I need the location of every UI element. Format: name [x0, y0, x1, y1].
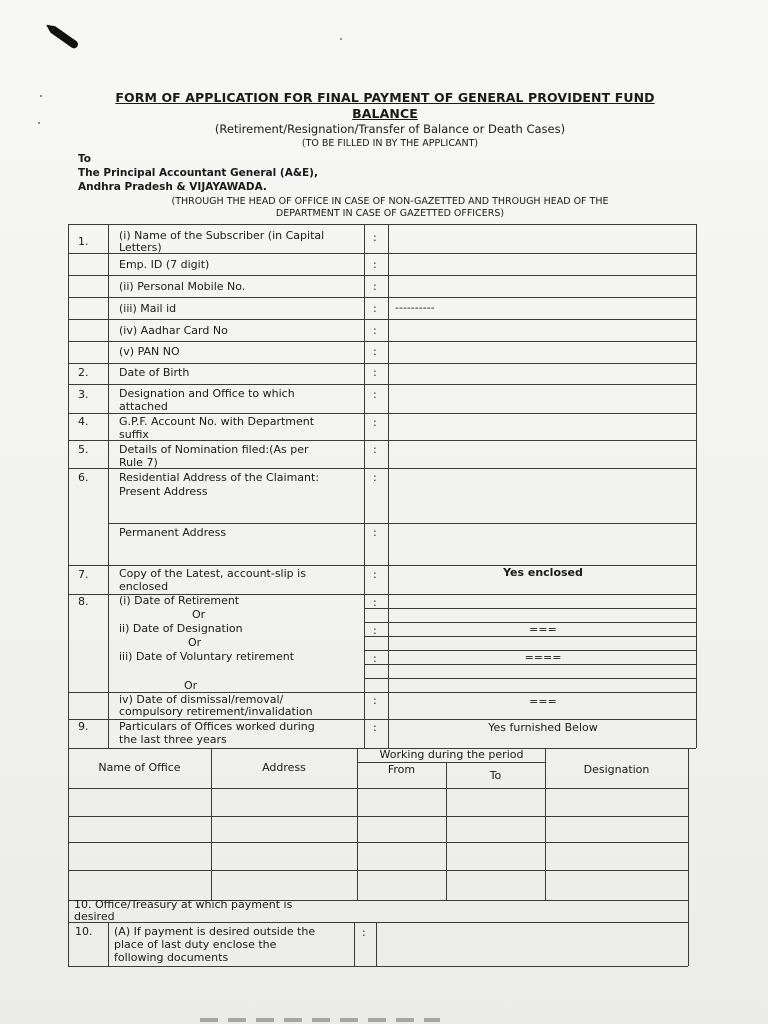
table-rule	[357, 762, 546, 763]
row-number: 4.	[78, 415, 89, 428]
row-number: 1.	[78, 235, 89, 248]
residential-address-label: Residential Address of the Claimant:	[119, 471, 320, 484]
table-rule	[354, 922, 355, 966]
through-line-2: DEPARTMENT IN CASE OF GAZETTED OFFICERS)	[275, 208, 505, 219]
addressee-line-2: Andhra Pradesh & VIJAYAWADA.	[78, 181, 267, 193]
through-note	[100, 196, 680, 220]
colon: :	[373, 231, 377, 244]
addressee-line-1: The Principal Accountant General (A&E),	[78, 167, 318, 179]
to-label: To	[78, 153, 91, 165]
title-line-1: FORM OF APPLICATION FOR FINAL PAYMENT OF GENERAL PROVIDENT FUND	[115, 90, 655, 105]
date-voluntary-value[interactable]: ====	[524, 651, 562, 664]
payment-office-label: 10. Office/Treasury at which payment is	[74, 898, 293, 911]
date-dismissal-label-cont: compulsory retirement/invalidation	[119, 705, 313, 718]
aadhar-field[interactable]	[398, 323, 688, 337]
table-rule	[108, 922, 109, 966]
emp-id-field[interactable]	[398, 257, 688, 271]
colon: :	[373, 345, 377, 358]
table-rule	[68, 341, 696, 342]
offices-label: Particulars of Offices worked during	[119, 720, 315, 733]
offices-label-cont: the last three years	[119, 733, 227, 746]
col-address: Address	[262, 761, 306, 774]
table-rule	[68, 253, 696, 254]
designation-label-cont: attached	[119, 400, 168, 413]
present-address-label: Present Address	[119, 485, 208, 498]
mail-id-label: (iii) Mail id	[119, 302, 177, 315]
table-rule	[446, 762, 447, 900]
nomination-field[interactable]	[398, 447, 688, 461]
form-subtitle: (Retirement/Resignation/Transfer of Balance or Death Cases)	[214, 122, 566, 136]
colon: :	[373, 258, 377, 271]
col-to: To	[489, 769, 502, 782]
outside-payment-label: (A) If payment is desired outside the	[114, 925, 316, 938]
gpf-account-label-cont: suffix	[119, 428, 149, 441]
row-number: 9.	[78, 720, 89, 733]
form-title	[80, 90, 690, 122]
mobile-label: (ii) Personal Mobile No.	[119, 280, 246, 293]
outside-payment-label-cont: place of last duty enclose the	[114, 938, 277, 951]
row-number: 5.	[78, 443, 89, 456]
row-number: 3.	[78, 388, 89, 401]
colon: :	[362, 926, 366, 939]
table-rule	[688, 748, 689, 966]
table-rule	[68, 565, 696, 566]
col-name-of-office: Name of Office	[98, 761, 181, 774]
date-voluntary-label: iii) Date of Voluntary retirement	[119, 650, 295, 663]
speck	[40, 95, 42, 97]
table-rule	[68, 224, 696, 225]
colon: :	[373, 721, 377, 734]
outside-payment-label-cont2: following documents	[114, 951, 229, 964]
account-slip-label: Copy of the Latest, account-slip is	[119, 567, 306, 580]
colon: :	[373, 596, 377, 609]
table-rule	[68, 363, 696, 364]
designation-label: Designation and Office to which	[119, 387, 295, 400]
table-rule	[68, 224, 69, 966]
account-slip-label-cont: enclosed	[119, 580, 169, 593]
table-rule	[108, 224, 109, 748]
colon: :	[373, 280, 377, 293]
row-number: 8.	[78, 595, 89, 608]
date-designation-value[interactable]: ===	[529, 623, 557, 636]
emp-id-label: Emp. ID (7 digit)	[119, 258, 210, 271]
table-rule	[108, 523, 696, 524]
title-line-2: BALANCE	[352, 106, 418, 121]
colon: :	[373, 694, 377, 707]
dob-label: Date of Birth	[119, 366, 190, 379]
colon: :	[373, 526, 377, 539]
application-table	[68, 224, 696, 969]
col-working-period: Working during the period	[379, 748, 524, 761]
through-line-1: (THROUGH THE HEAD OF OFFICE IN CASE OF NON-GAZETTED AND THROUGH HEAD OF THE	[171, 196, 609, 207]
table-rule	[68, 842, 688, 843]
date-dismissal-label: iv) Date of dismissal/removal/	[119, 693, 284, 706]
offices-value[interactable]: Yes furnished Below	[488, 721, 598, 734]
mail-id-field[interactable]: ----------	[395, 301, 435, 314]
colon: :	[373, 471, 377, 484]
row-number: 7.	[78, 568, 89, 581]
date-dismissal-value[interactable]: ===	[529, 695, 557, 708]
aadhar-label: (iv) Aadhar Card No	[119, 324, 228, 337]
table-rule	[68, 319, 696, 320]
table-rule	[696, 224, 697, 748]
designation-field[interactable]	[398, 391, 688, 405]
colon: :	[373, 366, 377, 379]
row-number: 6.	[78, 471, 89, 484]
pan-label: (v) PAN NO	[119, 345, 180, 358]
colon: :	[373, 302, 377, 315]
or-label: Or	[192, 608, 206, 621]
col-from: From	[387, 763, 416, 776]
gpf-account-label: G.P.F. Account No. with Department	[119, 415, 315, 428]
colon: :	[373, 388, 377, 401]
nomination-label: Details of Nomination filed:(As per	[119, 443, 309, 456]
dob-field[interactable]	[398, 366, 688, 380]
subscriber-name-label-cont: Letters)	[119, 241, 162, 254]
table-rule	[68, 440, 696, 441]
table-rule	[68, 297, 696, 298]
speck	[38, 122, 40, 124]
date-retirement-label: (i) Date of Retirement	[119, 594, 240, 607]
row-number: 10.	[75, 925, 93, 938]
pan-field[interactable]	[398, 345, 688, 359]
table-rule	[68, 966, 688, 967]
colon: :	[373, 624, 377, 637]
gpf-account-field[interactable]	[398, 419, 688, 433]
table-rule	[68, 275, 696, 276]
table-rule	[388, 224, 389, 748]
row-number: 2.	[78, 366, 89, 379]
table-rule	[68, 384, 696, 385]
table-rule	[68, 922, 688, 923]
subscriber-name-field[interactable]	[398, 232, 688, 246]
account-slip-value[interactable]: Yes enclosed	[503, 566, 583, 579]
permanent-address-field[interactable]	[398, 527, 688, 561]
table-rule	[68, 816, 688, 817]
page-edge-shadow	[200, 1018, 440, 1022]
pen-mark	[50, 26, 79, 50]
colon: :	[373, 416, 377, 429]
date-designation-label: ii) Date of Designation	[119, 622, 243, 635]
or-label: Or	[184, 679, 198, 692]
colon: :	[373, 324, 377, 337]
colon: :	[373, 443, 377, 456]
table-rule	[364, 608, 696, 609]
table-rule	[68, 468, 696, 469]
addressee-block	[78, 152, 318, 194]
mobile-field[interactable]	[398, 279, 688, 293]
table-rule	[376, 922, 377, 966]
payment-office-label-cont: desired	[74, 910, 115, 923]
form-instruction: (TO BE FILLED IN BY THE APPLICANT)	[301, 138, 479, 149]
nomination-label-cont: Rule 7)	[119, 456, 158, 469]
table-rule	[68, 870, 688, 871]
colon: :	[373, 652, 377, 665]
colon: :	[373, 568, 377, 581]
speck	[340, 38, 342, 40]
table-rule	[364, 224, 365, 748]
present-address-field[interactable]	[398, 474, 688, 518]
table-rule	[364, 678, 696, 679]
subscriber-name-label: (i) Name of the Subscriber (in Capital	[119, 229, 325, 242]
or-label: Or	[188, 636, 202, 649]
permanent-address-label: Permanent Address	[119, 526, 227, 539]
col-designation: Designation	[583, 763, 650, 776]
table-rule	[68, 788, 688, 789]
